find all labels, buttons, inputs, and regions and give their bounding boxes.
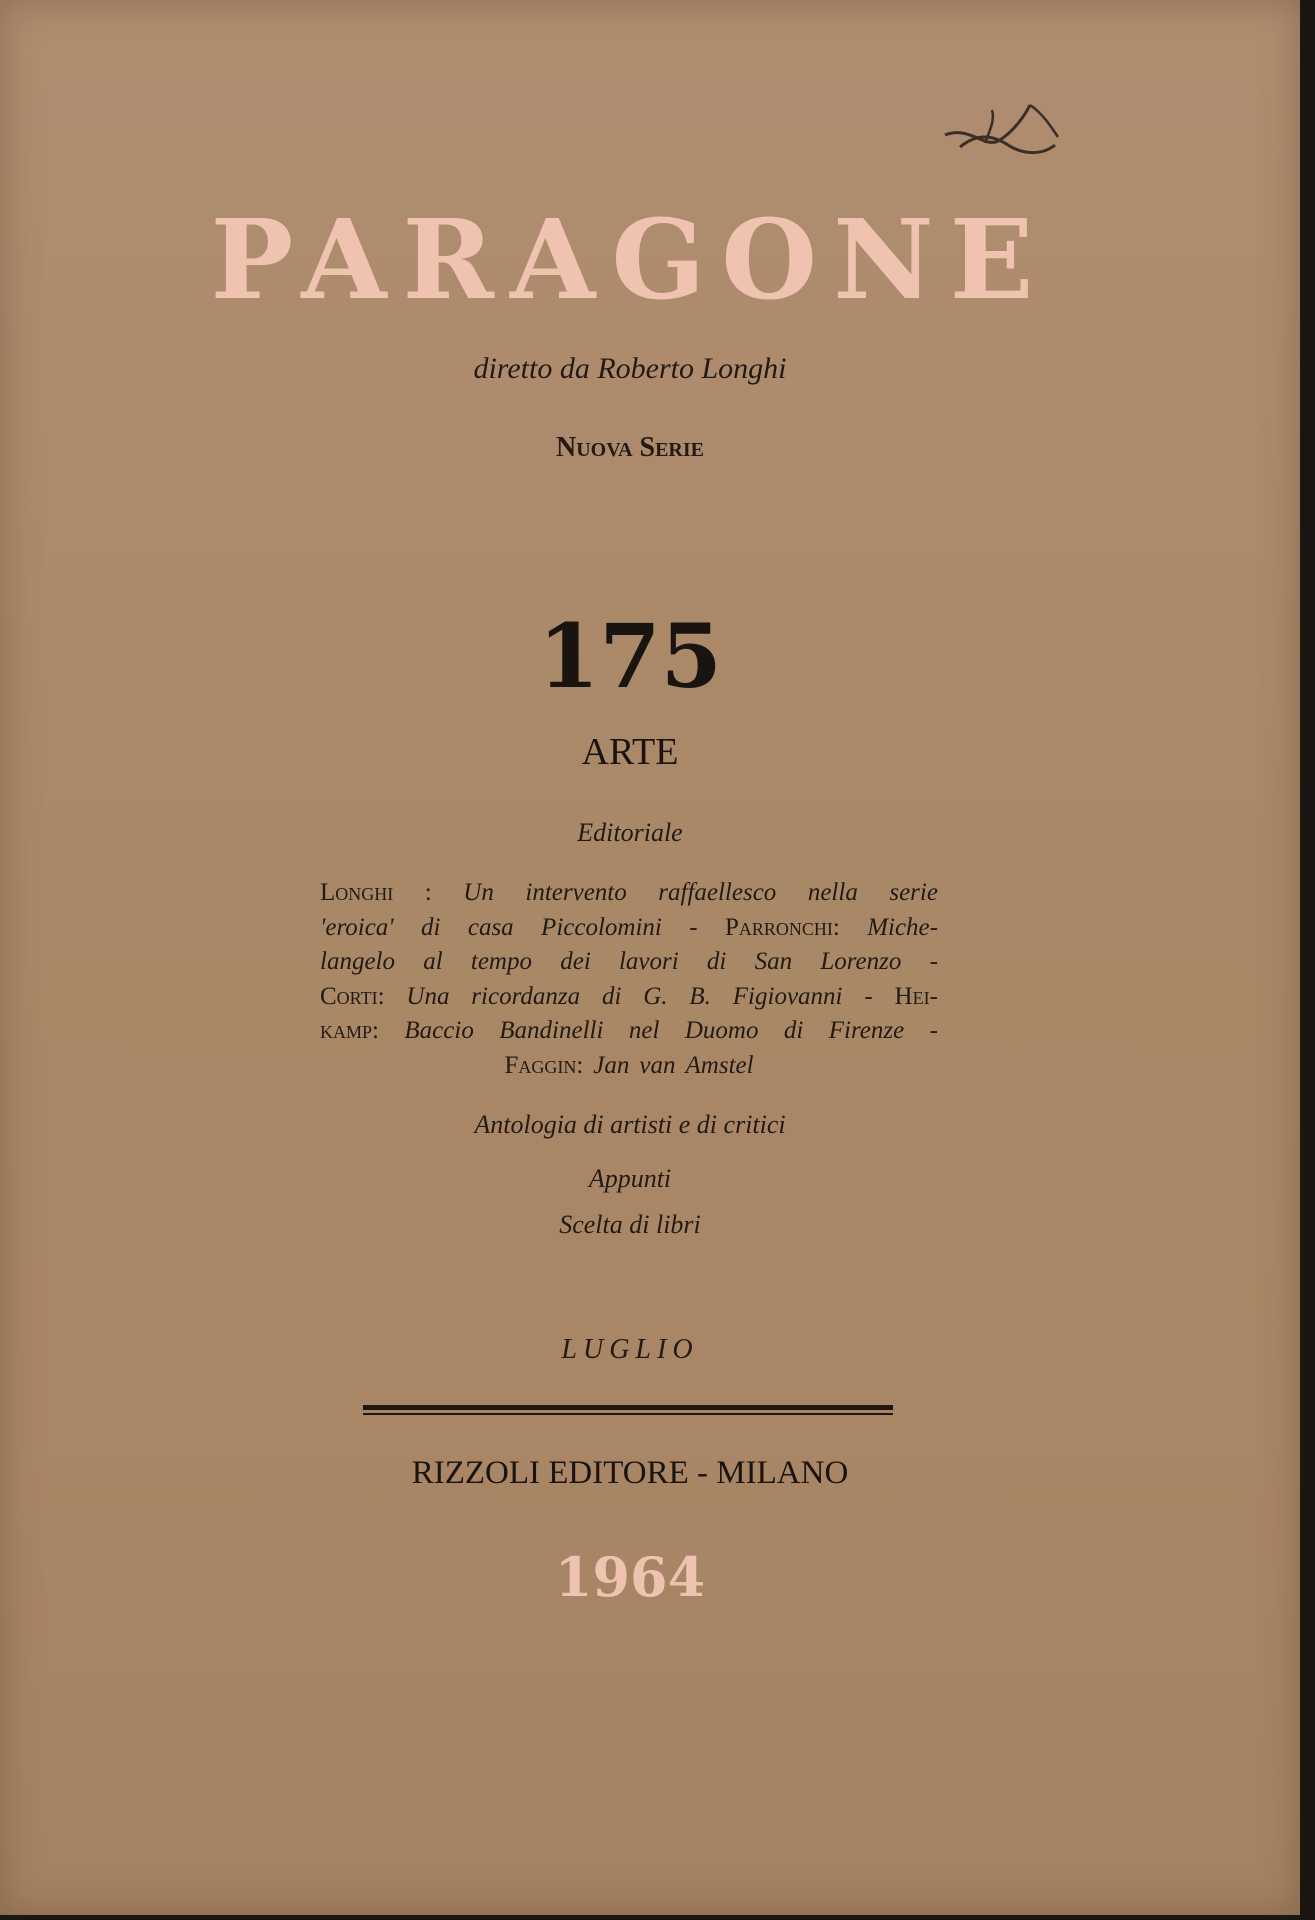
table-of-contents (320, 876, 938, 1083)
handwritten-signature (930, 95, 1065, 175)
magazine-title: PARAGONE (210, 195, 1050, 324)
scelta-label: Scelta di libri (559, 1210, 701, 1239)
contents-line: Corti: Una ricordanza di G. B. Figiovanni - Hei- (320, 982, 938, 1010)
editoriale-label: Editoriale (577, 818, 683, 847)
publisher-line: RIZZOLI EDITORE - MILANO (411, 1455, 849, 1491)
editor-line: diretto da Roberto Longhi (473, 352, 787, 385)
contents-line: langelo al tempo dei lavori di San Lorenzo - (320, 948, 938, 975)
publication-year: 1964 (554, 1545, 706, 1609)
appunti-label: Appunti (588, 1164, 672, 1193)
issue-number: 175 (538, 604, 722, 708)
contents-line: Longhi : Un intervento raffaellesco nella serie (320, 879, 938, 906)
page-edge-shadow (0, 1915, 1315, 1920)
series-label: Nuova Serie (555, 432, 704, 463)
contents-line: 'eroica' di casa Piccolomini - Parronchi: Miche- (320, 913, 938, 941)
contents-line: Faggin: Jan van Amstel (504, 1051, 754, 1079)
section-label: ARTE (581, 731, 679, 773)
divider-rule (363, 1405, 893, 1415)
contents-line: kamp: Baccio Bandinelli nel Duomo di Firenze - (320, 1017, 938, 1044)
page-edge-shadow (1300, 0, 1315, 1920)
issue-month: LUGLIO (561, 1334, 699, 1365)
antologia-label: Antologia di artisti e di critici (474, 1110, 786, 1139)
